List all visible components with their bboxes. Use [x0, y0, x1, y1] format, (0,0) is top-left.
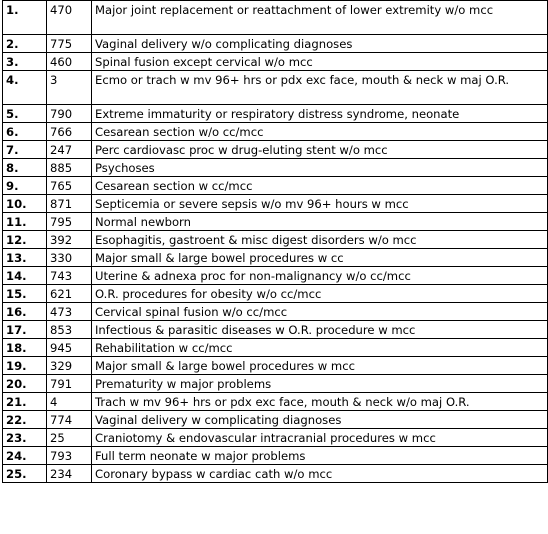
rank-cell: 25. [3, 465, 47, 483]
drg-code-cell: 766 [47, 123, 92, 141]
drg-code-cell: 795 [47, 213, 92, 231]
rank-cell: 10. [3, 195, 47, 213]
description-cell: Rehabilitation w cc/mcc [92, 339, 548, 357]
rank-cell: 13. [3, 249, 47, 267]
description-cell: Uterine & adnexa proc for non-malignancy w/o cc/mcc [92, 267, 548, 285]
drg-code-cell: 765 [47, 177, 92, 195]
rank-cell: 18. [3, 339, 47, 357]
rank-cell: 16. [3, 303, 47, 321]
drg-code-cell: 774 [47, 411, 92, 429]
table-row [3, 267, 548, 285]
drg-code-cell: 743 [47, 267, 92, 285]
table-row [3, 231, 548, 249]
drg-code-cell: 329 [47, 357, 92, 375]
table-row [3, 159, 548, 177]
rank-cell: 7. [3, 141, 47, 159]
table-row [3, 53, 548, 71]
rank-cell: 20. [3, 375, 47, 393]
drg-code-cell: 885 [47, 159, 92, 177]
description-cell: Vaginal delivery w/o complicating diagnoses [92, 35, 548, 53]
table-row [3, 213, 548, 231]
table-row [3, 123, 548, 141]
description-cell: Perc cardiovasc proc w drug-eluting stent w/o mcc [92, 141, 548, 159]
rank-cell: 23. [3, 429, 47, 447]
table-row [3, 411, 548, 429]
table-row [3, 339, 548, 357]
table-row [3, 429, 548, 447]
rank-cell: 5. [3, 105, 47, 123]
description-cell: Infectious & parasitic diseases w O.R. procedure w mcc [92, 321, 548, 339]
drg-code-cell: 470 [47, 1, 92, 35]
rank-cell: 2. [3, 35, 47, 53]
description-cell: Full term neonate w major problems [92, 447, 548, 465]
table-row [3, 71, 548, 105]
table-row [3, 465, 548, 483]
drg-code-cell: 473 [47, 303, 92, 321]
description-cell: Extreme immaturity or respiratory distress syndrome, neonate [92, 105, 548, 123]
description-cell: Septicemia or severe sepsis w/o mv 96+ hours w mcc [92, 195, 548, 213]
rank-cell: 14. [3, 267, 47, 285]
description-cell: Cesarean section w cc/mcc [92, 177, 548, 195]
description-cell: O.R. procedures for obesity w/o cc/mcc [92, 285, 548, 303]
rank-cell: 24. [3, 447, 47, 465]
table-row [3, 393, 548, 411]
description-cell: Major small & large bowel procedures w cc [92, 249, 548, 267]
rank-cell: 22. [3, 411, 47, 429]
description-cell: Cesarean section w/o cc/mcc [92, 123, 548, 141]
rank-cell: 3. [3, 53, 47, 71]
rank-cell: 17. [3, 321, 47, 339]
rank-cell: 15. [3, 285, 47, 303]
drg-code-cell: 871 [47, 195, 92, 213]
drg-code-cell: 330 [47, 249, 92, 267]
drg-code-cell: 853 [47, 321, 92, 339]
table-row [3, 447, 548, 465]
table-row [3, 249, 548, 267]
description-cell: Major small & large bowel procedures w mcc [92, 357, 548, 375]
description-cell: Psychoses [92, 159, 548, 177]
drg-code-cell: 4 [47, 393, 92, 411]
drg-code-cell: 392 [47, 231, 92, 249]
table-row [3, 375, 548, 393]
rank-cell: 11. [3, 213, 47, 231]
drg-table-body [3, 1, 548, 483]
description-cell: Normal newborn [92, 213, 548, 231]
rank-cell: 9. [3, 177, 47, 195]
drg-code-cell: 621 [47, 285, 92, 303]
description-cell: Esophagitis, gastroent & misc digest disorders w/o mcc [92, 231, 548, 249]
rank-cell: 8. [3, 159, 47, 177]
drg-code-cell: 791 [47, 375, 92, 393]
table-row [3, 1, 548, 35]
drg-code-cell: 3 [47, 71, 92, 105]
table-row [3, 303, 548, 321]
rank-cell: 12. [3, 231, 47, 249]
drg-code-cell: 790 [47, 105, 92, 123]
description-cell: Cervical spinal fusion w/o cc/mcc [92, 303, 548, 321]
drg-code-cell: 775 [47, 35, 92, 53]
description-cell: Major joint replacement or reattachment of lower extremity w/o mcc [92, 1, 548, 35]
drg-code-cell: 247 [47, 141, 92, 159]
description-cell: Vaginal delivery w complicating diagnoses [92, 411, 548, 429]
drg-code-cell: 460 [47, 53, 92, 71]
table-row [3, 357, 548, 375]
drg-code-cell: 945 [47, 339, 92, 357]
table-row [3, 141, 548, 159]
table-row [3, 285, 548, 303]
rank-cell: 4. [3, 71, 47, 105]
drg-code-cell: 25 [47, 429, 92, 447]
drg-code-cell: 234 [47, 465, 92, 483]
table-row [3, 105, 548, 123]
table-row [3, 177, 548, 195]
description-cell: Coronary bypass w cardiac cath w/o mcc [92, 465, 548, 483]
rank-cell: 21. [3, 393, 47, 411]
description-cell: Spinal fusion except cervical w/o mcc [92, 53, 548, 71]
table-row [3, 35, 548, 53]
description-cell: Ecmo or trach w mv 96+ hrs or pdx exc face, mouth & neck w maj O.R. [92, 71, 548, 105]
rank-cell: 6. [3, 123, 47, 141]
table-row [3, 195, 548, 213]
rank-cell: 1. [3, 1, 47, 35]
drg-code-cell: 793 [47, 447, 92, 465]
drg-ranking-table [2, 0, 548, 483]
rank-cell: 19. [3, 357, 47, 375]
description-cell: Prematurity w major problems [92, 375, 548, 393]
table-row [3, 321, 548, 339]
description-cell: Craniotomy & endovascular intracranial procedures w mcc [92, 429, 548, 447]
description-cell: Trach w mv 96+ hrs or pdx exc face, mouth & neck w/o maj O.R. [92, 393, 548, 411]
